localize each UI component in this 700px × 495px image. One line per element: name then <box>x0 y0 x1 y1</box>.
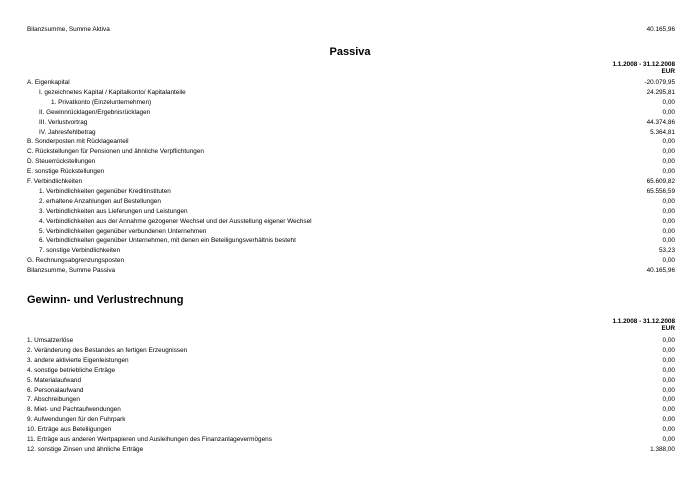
row-value: 0,00 <box>662 168 675 176</box>
passiva-row <box>27 147 675 157</box>
row-value: 0,00 <box>662 148 675 156</box>
row-label: D. Steuerrückstellungen <box>27 158 96 166</box>
row-value: 53,23 <box>659 247 675 255</box>
row-value: 40.165,96 <box>646 26 675 33</box>
passiva-row <box>27 118 675 128</box>
guv-row <box>27 405 675 415</box>
row-label: II. Gewinnrücklagen/Ergebnisrücklagen <box>39 108 151 116</box>
row-label: 8. Miet- und Pachtaufwendungen <box>27 406 121 414</box>
row-value: 0,00 <box>662 257 675 265</box>
guv-row <box>27 366 675 376</box>
row-label: 1. Umsatzerlöse <box>27 337 74 344</box>
row-label: 4. sonstige betriebliche Erträge <box>27 366 116 374</box>
row-value: 0,00 <box>662 436 675 443</box>
row-label: 11. Erträge aus anderen Wertpapieren und Ausleihungen des Finanzanlagevermögens <box>27 436 272 443</box>
row-label: 1. Verbindlichkeiten gegenüber Kreditinstituten <box>39 187 171 195</box>
row-value: 5.364,81 <box>650 128 675 136</box>
row-label: B. Sonderposten mit Rücklageanteil <box>27 138 129 146</box>
row-value: 0,00 <box>662 138 675 146</box>
row-label: C. Rückstellungen für Pensionen und ähnliche Verpflichtungen <box>27 148 204 156</box>
row-label: IV. Jahresfehlbetrag <box>39 128 96 136</box>
row-label: Bilanzsumme, Summe Passiva <box>27 267 116 275</box>
guv-row <box>27 356 675 366</box>
passiva-row <box>27 246 675 256</box>
row-value: 0,00 <box>662 337 675 344</box>
row-value: 0,00 <box>662 376 675 384</box>
row-label: 9. Aufwendungen für den Fuhrpark <box>27 416 126 424</box>
row-value: 0,00 <box>662 396 675 404</box>
row-value: 40.165,96 <box>646 267 675 275</box>
passiva-row <box>27 98 675 108</box>
row-label: 12. sonstige Zinsen und ähnliche Erträge <box>27 445 144 453</box>
row-label: 5. Verbindlichkeiten gegenüber verbundenen Unternehmen <box>39 227 207 235</box>
row-label: A. Eigenkapital <box>27 79 70 86</box>
passiva-row <box>27 157 675 167</box>
passiva-row <box>27 266 675 276</box>
row-label: I. gezeichnetes Kapital / Kapitalkonto/ Kapitalanteile <box>39 88 186 96</box>
passiva-row <box>27 217 675 227</box>
period-label: 1.1.2008 - 31.12.2008 <box>612 318 675 325</box>
guv-row <box>27 435 675 445</box>
guv-row <box>27 415 675 425</box>
column-header-passiva <box>612 61 675 75</box>
row-label: F. Verbindlichkeiten <box>27 178 83 185</box>
guv-row <box>27 376 675 386</box>
passiva-row <box>27 187 675 197</box>
row-value: 0,00 <box>662 386 675 394</box>
period-label: 1.1.2008 - 31.12.2008 <box>612 61 675 68</box>
passiva-row <box>27 137 675 147</box>
currency-label: EUR <box>661 68 675 75</box>
guv-row <box>27 425 675 435</box>
guv-row <box>27 445 675 455</box>
row-value: 65.609,82 <box>646 178 675 185</box>
row-value: 44.374,86 <box>646 118 675 126</box>
row-label: 2. Veränderung des Bestandes an fertigen Erzeugnissen <box>27 346 188 354</box>
row-value: 0,00 <box>662 158 675 166</box>
row-value: 65.556,59 <box>646 187 675 195</box>
passiva-row <box>27 128 675 138</box>
row-value: 0,00 <box>662 227 675 235</box>
row-label: 6. Personalaufwand <box>27 386 84 394</box>
passiva-row <box>27 177 675 187</box>
row-value: 0,00 <box>662 426 675 434</box>
row-label: 3. Verbindlichkeiten aus Lieferungen und Leistungen <box>39 207 188 215</box>
currency-label: EUR <box>661 325 675 332</box>
row-value: 1.388,00 <box>650 445 675 453</box>
passiva-row <box>27 236 675 246</box>
guv-row <box>27 386 675 396</box>
row-label: 1. Privatkonto (Einzelunternehmen) <box>51 98 152 106</box>
passiva-row <box>27 197 675 207</box>
row-value: 0,00 <box>662 217 675 225</box>
guv-row <box>27 346 675 356</box>
column-header-guv <box>612 318 675 332</box>
row-label: E. sonstige Rückstellungen <box>27 168 105 176</box>
row-value: 0,00 <box>662 197 675 205</box>
row-label: G. Rechnungsabgrenzungsposten <box>27 257 124 265</box>
row-label: 6. Verbindlichkeiten gegenüber Unternehmen, mit denen ein Beteiligungsverhältnis besteht <box>39 237 296 245</box>
row-value: -20.079,95 <box>644 79 675 86</box>
row-label: 5. Materialaufwand <box>27 376 81 384</box>
passiva-row <box>27 227 675 237</box>
passiva-row <box>27 167 675 177</box>
passiva-row <box>27 108 675 118</box>
row-value: 0,00 <box>662 346 675 354</box>
row-value: 0,00 <box>662 356 675 364</box>
row-label: III. Verlustvortrag <box>39 118 88 126</box>
row-label: 3. andere aktivierte Eigenleistungen <box>27 356 129 364</box>
row-value: 0,00 <box>662 366 675 374</box>
passiva-row <box>27 88 675 98</box>
passiva-row <box>27 207 675 217</box>
row-label: 7. sonstige Verbindlichkeiten <box>39 247 120 255</box>
row-label: 2. erhaltene Anzahlungen auf Bestellungen <box>39 197 161 205</box>
row-label: 7. Abschreibungen <box>27 396 80 404</box>
guv-row <box>27 395 675 405</box>
row-label: Bilanzsumme, Summe Aktiva <box>27 26 110 33</box>
passiva-row <box>27 256 675 266</box>
section-title-guv: Gewinn- und Verlustrechnung <box>27 294 184 306</box>
row-label: 4. Verbindlichkeiten aus der Annahme gezogener Wechsel und der Ausstellung eigener Wechsel <box>39 217 312 225</box>
section-title-passiva: Passiva <box>329 46 371 58</box>
row-value: 0,00 <box>662 108 675 116</box>
row-value: 0,00 <box>662 98 675 106</box>
passiva-row <box>27 78 675 88</box>
row-value: 0,00 <box>662 237 675 245</box>
guv-row <box>27 336 675 346</box>
summary-row-aktiva <box>27 25 675 35</box>
row-label: 10. Erträge aus Beteiligungen <box>27 426 112 434</box>
row-value: 0,00 <box>662 406 675 414</box>
row-value: 0,00 <box>662 416 675 424</box>
row-value: 0,00 <box>662 207 675 215</box>
row-value: 24.295,81 <box>646 88 675 96</box>
